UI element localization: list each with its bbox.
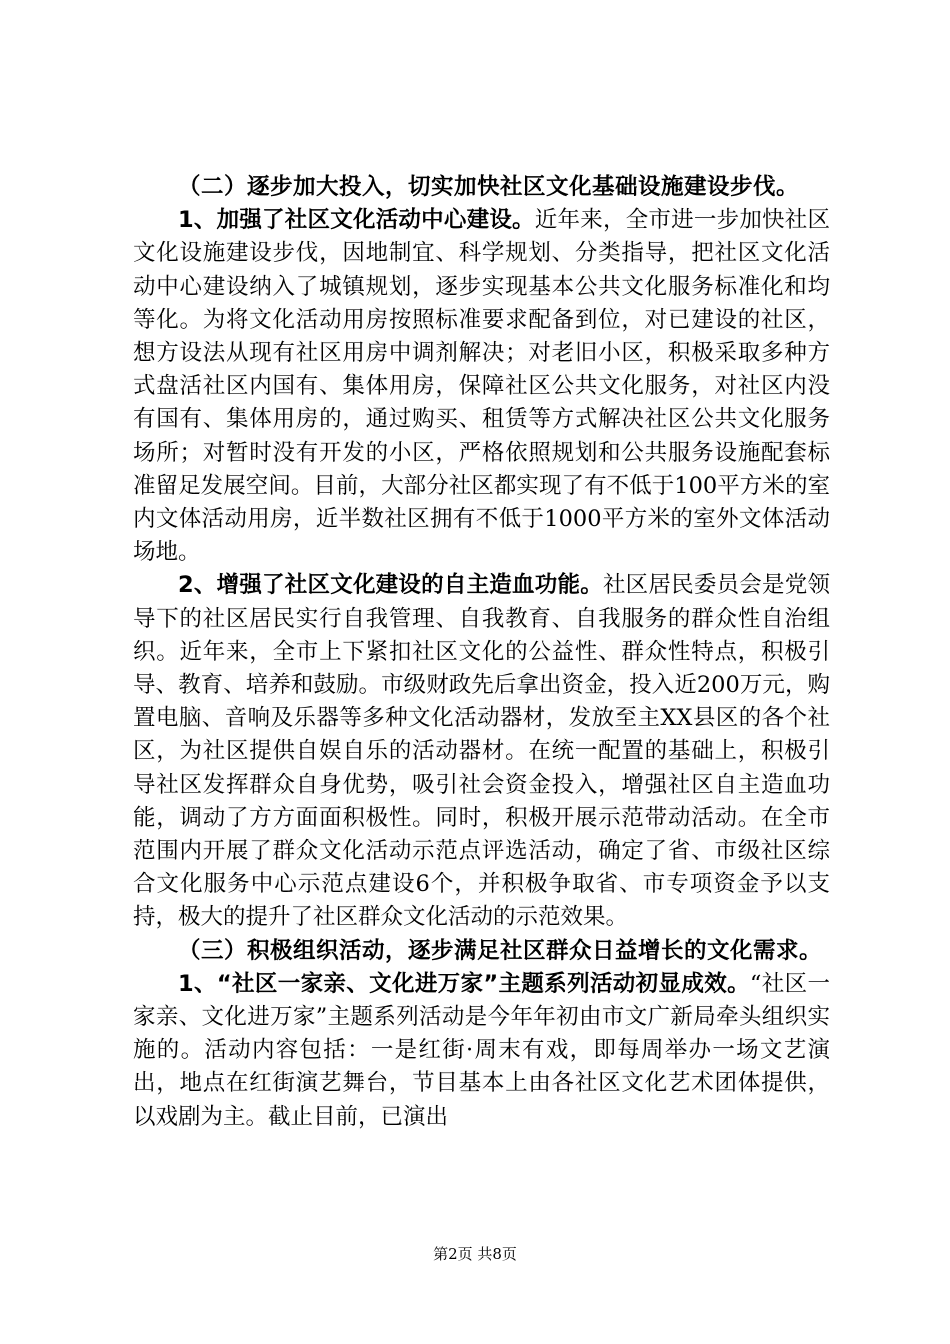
paragraph-text: “社区一家亲、文化进万家”主题系列活动是今年年初由市文广新局牵头组织实施的。活动内容包括：一是红街·周末有戏，即每周举办一场文艺演出，地点在红街演艺舞台，节目基本上由各社区文化艺术团体提供，以戏剧为主。截止目前，已演出 bbox=[133, 970, 830, 1130]
paragraph-lead: 1、“社区一家亲、文化进万家”主题系列活动初显成效。 bbox=[178, 970, 750, 997]
paragraph-text: 近年来，全市进一步加快社区文化设施建设步伐，因地制宜、科学规划、分类指导，把社区文化活动中心建设纳入了城镇规划，逐步实现基本公共文化服务标准化和均等化。为将文化活动用房按照标准要求配备到位，对已建设的社区，想方设法从现有社区用房中调剂解决；对老旧小区，积极采取多种方式盘活社区内国有、集体用房，保障社区公共文化服务，对社区内没有国有、集体用房的，通过购买、租赁等方式解决社区公共文化服务场所；对暂时没有开发的小区，严格依照规划和公共服务设施配套标准留足发展空间。目前，大部分社区都实现了有不低于100平方米的室内文体活动用房，近半数社区拥有不低于1000平方米的室外文体活动场地。 bbox=[133, 207, 830, 566]
document-body bbox=[133, 171, 830, 1134]
paragraph-2 bbox=[133, 569, 830, 934]
page-footer: 第2页 共8页 bbox=[433, 1245, 517, 1263]
paragraph-3 bbox=[133, 968, 830, 1134]
paragraph-lead: 1、加强了社区文化活动中心建设。 bbox=[178, 207, 535, 234]
paragraph-1 bbox=[133, 204, 830, 569]
paragraph-text: 社区居民委员会是党领导下的社区居民实行自我管理、自我教育、自我服务的群众性自治组织。近年来，全市上下紧扣社区文化的公益性、群众性特点，积极引导、教育、培养和鼓励。市级财政先后拿出资金，投入近200万元，购置电脑、音响及乐器等多种文化活动器材，发放至主XX县区的各个社区，为社区提供自娱自乐的活动器材。在统一配置的基础上，积极引导社区发挥群众自身优势，吸引社会资金投入，增强社区自主造血功能，调动了方方面面积极性。同时，积极开展示范带动活动。在全市范围内开展了群众文化活动示范点评选活动，确定了省、市级社区综合文化服务中心示范点建设6个，并积极争取省、市专项资金予以支持，极大的提升了社区群众文化活动的示范效果。 bbox=[133, 572, 830, 931]
paragraph-lead: 2、增强了社区文化建设的自主造血功能。 bbox=[178, 572, 603, 599]
section-heading-2: （二）逐步加大投入，切实加快社区文化基础设施建设步伐。 bbox=[178, 174, 800, 200]
section-heading-3: （三）积极组织活动，逐步满足社区群众日益增长的文化需求。 bbox=[178, 937, 823, 964]
